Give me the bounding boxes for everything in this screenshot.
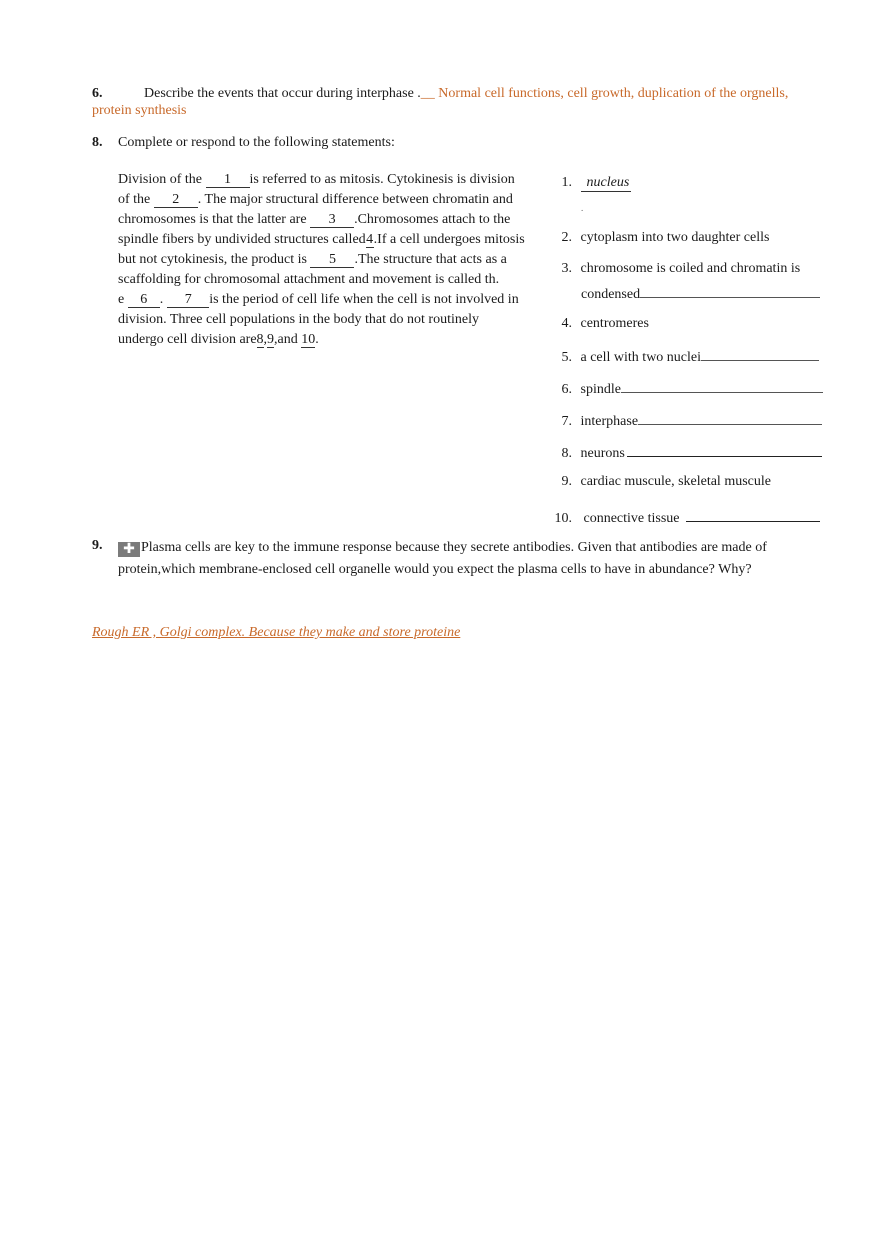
answer-text: condensed — [581, 287, 641, 302]
answer-text: a cell with two nuclei — [580, 350, 702, 365]
para-text: . — [159, 292, 164, 307]
answer-1 — [548, 175, 631, 192]
answer-number: 7. — [561, 414, 572, 429]
para-text: .If a cell undergoes mitosis — [373, 232, 525, 247]
para-text: . — [315, 332, 319, 347]
para-text: division. Three cell populations in the body that do not routinely — [118, 312, 479, 327]
answer-line — [640, 284, 820, 298]
blank-6: 6 — [128, 293, 160, 308]
plus-icon[interactable]: ✚ — [118, 542, 140, 557]
q6-answer-line2: protein synthesis — [92, 103, 187, 118]
q9-prompt-line1-row — [118, 540, 767, 557]
para-text: but not cytokinesis, the product is — [118, 252, 311, 267]
answer-text: cardiac muscule, skeletal muscule — [580, 474, 771, 489]
blank-9: 9 — [267, 332, 275, 347]
para-text: spindle fibers by undivided structures called — [118, 232, 366, 247]
q8-number: 8. — [92, 135, 103, 150]
q8-instruction: Complete or respond to the following statements: — [118, 135, 395, 150]
answer-2 — [548, 230, 769, 246]
answer-line — [701, 347, 819, 361]
para-text: Division of the — [118, 172, 206, 187]
answer-number: 8. — [561, 446, 572, 461]
answer-text: centromeres — [580, 316, 649, 331]
answer-text: connective tissue — [583, 511, 680, 526]
answer-line — [621, 379, 823, 393]
para-text: .Chromosomes attach to the — [354, 212, 511, 227]
para-text: e — [118, 292, 128, 307]
para-text: .The structure that acts as a — [354, 252, 507, 267]
answer-3-cont — [581, 284, 820, 303]
answer-7 — [548, 411, 822, 430]
para-text: is referred to as mitosis. Cytokinesis is division — [249, 172, 515, 187]
answer-5 — [548, 347, 819, 366]
answer-3 — [548, 261, 800, 277]
answer-line — [627, 443, 822, 457]
answer-number: 6. — [561, 382, 572, 397]
answer-8 — [548, 443, 822, 462]
q9-prompt-line2: protein,which membrane-enclosed cell organelle would you expect the plasma cells to have in abundance? Why? — [118, 562, 752, 577]
stray-mark: . — [581, 203, 584, 213]
blank-4: 4 — [366, 232, 374, 247]
answer-text: cytoplasm into two daughter cells — [580, 230, 770, 245]
q6-line — [144, 86, 788, 102]
q8-paragraph — [118, 170, 543, 350]
q9-number: 9. — [92, 538, 103, 553]
para-text: scaffolding for chromosomal attachment and movement is called th. — [118, 272, 500, 287]
para-text: of the — [118, 192, 154, 207]
answer-line — [638, 411, 822, 425]
answer-number: 2. — [561, 230, 572, 245]
blank-8: 8 — [256, 332, 264, 347]
answer-text: neurons — [580, 446, 625, 461]
answer-number: 9. — [561, 474, 572, 489]
answer-6 — [548, 379, 823, 398]
answer-text: nucleus — [581, 175, 632, 192]
blank-5: 5 — [310, 253, 354, 268]
blank-1: 1 — [206, 173, 250, 188]
para-text: , — [263, 332, 268, 347]
blank-7: 7 — [167, 293, 209, 308]
answer-text: spindle — [580, 382, 621, 397]
para-text: chromosomes is that the latter are — [118, 212, 311, 227]
q9-answer: Rough ER , Golgi complex. Because they make and store proteine — [92, 625, 461, 640]
answer-10 — [548, 508, 820, 527]
q9-prompt-line1: Plasma cells are key to the immune response because they secrete antibodies. Given that antibodies are made of — [141, 540, 767, 555]
para-text: . The major structural difference between chromatin and — [197, 192, 513, 207]
answer-number: 10. — [554, 511, 572, 526]
answer-number: 4. — [561, 316, 572, 331]
blank-2: 2 — [154, 193, 198, 208]
para-text: ,and — [274, 332, 302, 347]
answer-9 — [548, 474, 771, 490]
answer-number: 1. — [561, 175, 572, 190]
q6-answer-line1: __ Normal cell functions, cell growth, duplication of the orgnells, — [420, 86, 789, 101]
answer-text: chromosome is coiled and chromatin is — [580, 261, 801, 276]
answer-4 — [548, 316, 649, 332]
answer-number: 5. — [561, 350, 572, 365]
q6-number: 6. — [92, 86, 103, 101]
answer-text: interphase — [580, 414, 639, 429]
para-text: undergo cell division are — [118, 332, 257, 347]
answer-line — [686, 508, 820, 522]
blank-3: 3 — [310, 213, 354, 228]
answer-number: 3. — [561, 261, 572, 276]
blank-10: 10 — [301, 332, 316, 347]
para-text: is the period of cell life when the cell is not involved in — [209, 292, 519, 307]
q6-prompt: Describe the events that occur during interphase . — [144, 86, 421, 101]
